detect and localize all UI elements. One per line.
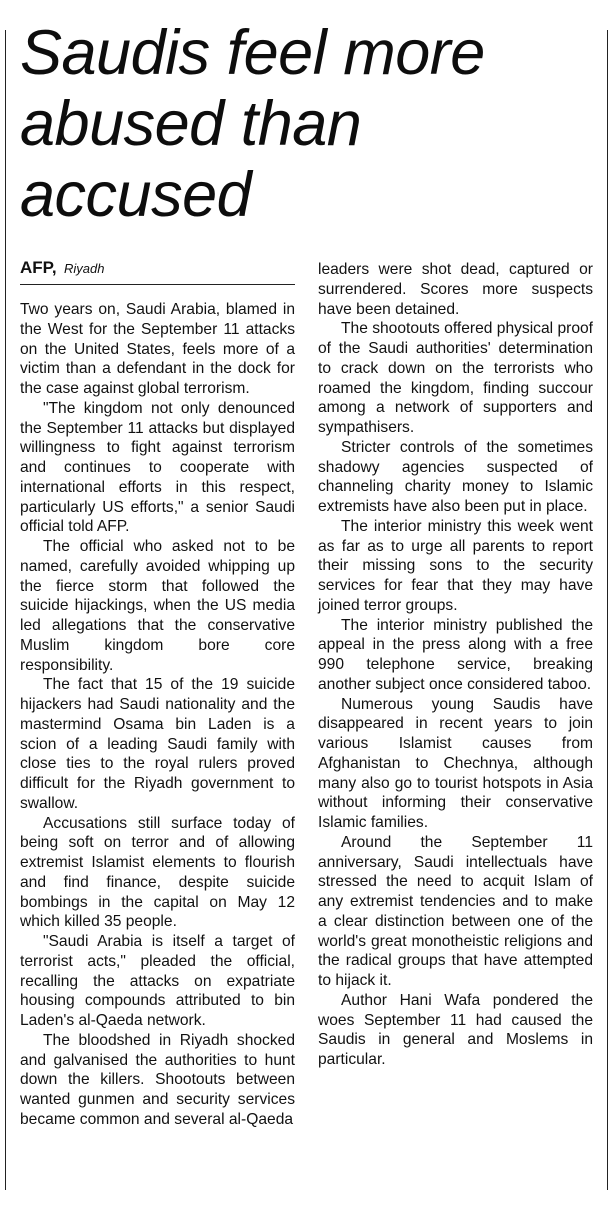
article-column-1 <box>20 300 295 1130</box>
byline-dateline: Riyadh <box>64 261 105 276</box>
paragraph: "Saudi Arabia is itself a target of terrorist acts," pleaded the official, recalling the attacks on expatriate housing compounds attributed to bin Laden's al-Qaeda network. <box>20 933 295 1029</box>
headline-line-3: accused <box>20 160 252 230</box>
paragraph: Author Hani Wafa pondered the woes September 11 had caused the Saudis in general and Moslems in particular. <box>318 991 593 1068</box>
left-column-rule <box>5 30 6 1190</box>
paragraph: The interior ministry published the appeal in the press along with a free 990 telephone service, breaking another subject once considered taboo. <box>318 616 593 693</box>
headline-line-2: abused than <box>20 89 362 159</box>
paragraph: The shootouts offered physical proof of the Saudi authorities' determination to crack down on the terrorists who roamed the kingdom, finding succour among a network of supporters and sympathisers. <box>318 320 593 436</box>
byline <box>20 258 295 285</box>
article-column-2 <box>318 260 593 1070</box>
headline-line-1: Saudis feel more <box>20 18 485 88</box>
paragraph: Numerous young Saudis have disappeared in recent years to join various Islamist causes from Afghanistan to Chechnya, although many also go to tourist hotspots in Asia without informing their conservative Islamic families. <box>318 695 593 831</box>
paragraph: Accusations still surface today of being soft on terror and of allowing extremist Islamist elements to flourish and find finance, despite suicide bombings in the capital on May 12 which killed 35 people. <box>20 814 295 931</box>
paragraph: Around the September 11 anniversary, Saudi intellectuals have stressed the need to acquit Islam of any extremist tendencies and to make a clear distinction between one of the world's great monotheistic religions and the radical groups that have attempted to hijack it. <box>318 833 593 989</box>
byline-agency: AFP <box>20 258 52 277</box>
paragraph: The bloodshed in Riyadh shocked and galvanised the authorities to hunt down the killers. Shootouts between wanted gunmen and security services became common and several al-Qaeda <box>20 1031 295 1128</box>
paragraph: leaders were shot dead, captured or surrendered. Scores more suspects have been detained. <box>318 261 593 318</box>
paragraph: Two years on, Saudi Arabia, blamed in the West for the September 11 attacks on the United States, feels more of a victim than a defendant in the dock for the case against global terrorism. <box>20 301 295 397</box>
paragraph: The official who asked not to be named, carefully avoided whipping up the fierce storm that followed the suicide hijackings, when the US media led allegations that the conservative Muslim kingdom bore core responsibility. <box>20 538 295 674</box>
paragraph: Stricter controls of the sometimes shadowy agencies suspected of channeling charity money to Islamic extremists have also been put in place. <box>318 438 593 515</box>
right-column-rule <box>607 30 608 1190</box>
paragraph: The interior ministry this week went as far as to urge all parents to report their missing sons to the security services for fear that they may have joined terror groups. <box>318 517 593 614</box>
paragraph: The fact that 15 of the 19 suicide hijackers had Saudi nationality and the mastermind Osama bin Laden is a scion of a leading Saudi family with close ties to the royal rulers proved difficult for the Riyadh government to swallow. <box>20 676 295 812</box>
byline-separator: , <box>51 258 57 277</box>
headline <box>20 18 605 231</box>
paragraph: "The kingdom not only denounced the September 11 attacks but displayed willingness to fight against terrorism and continues to cooperate with international efforts in this respect, particularly US efforts," a senior Saudi official told AFP. <box>20 399 295 536</box>
